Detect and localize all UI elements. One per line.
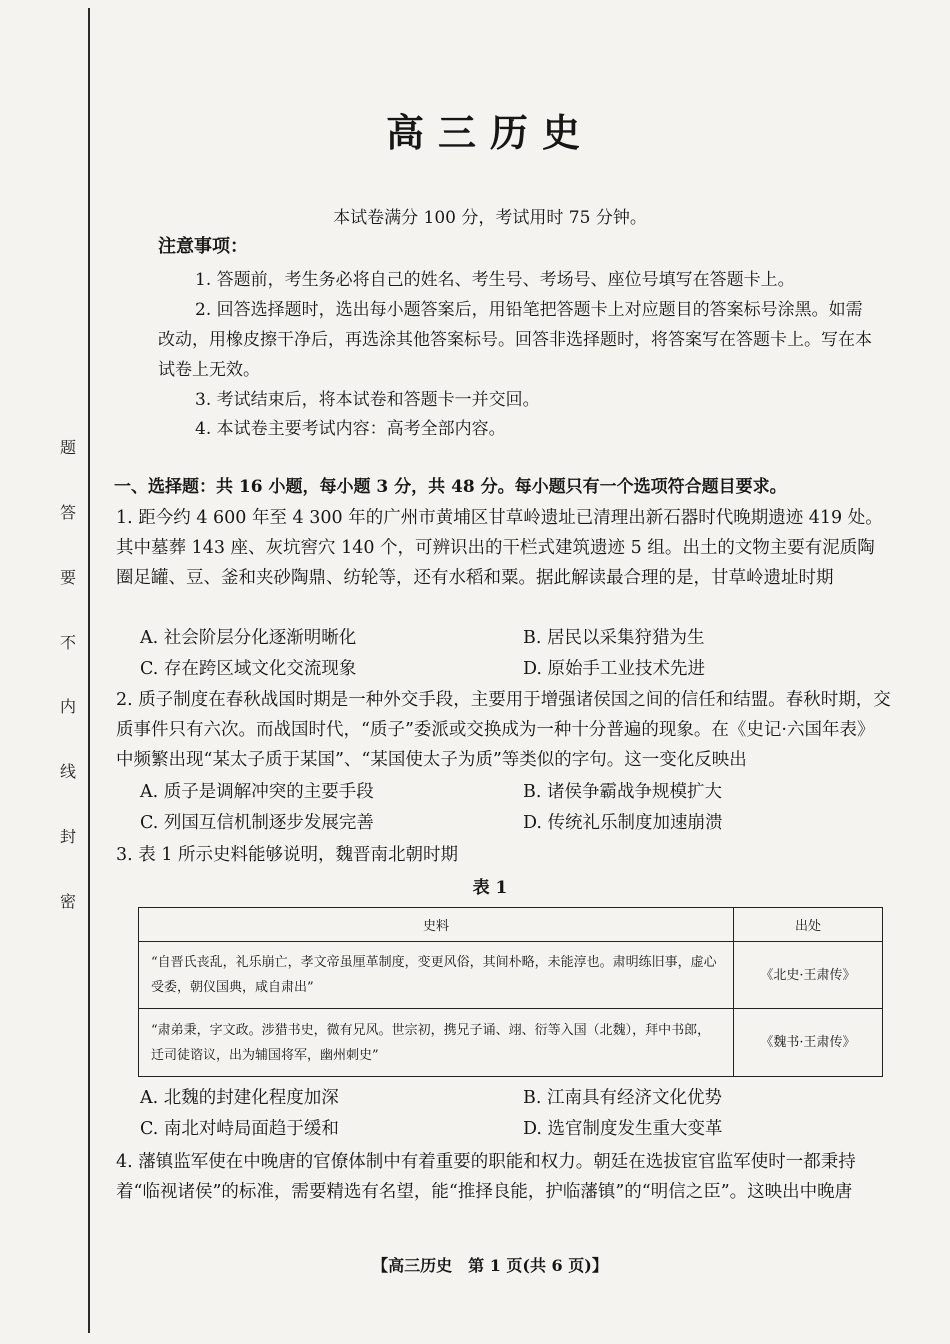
table-row — [139, 942, 883, 1009]
page-title: 高三历史 — [385, 110, 594, 155]
question-2-stem: 2. 质子制度在春秋战国时期是一种外交手段，主要用于增强诸侯国之间的信任和结盟。春秋时期，交质事件只有六次。而战国时代，“质子”委派或交换成为一种十分普遍的现象。在《史记·六国年表》中频繁出现“某太子质于某国”、“某国使太子为质”等类似的字句。这一变化反映出 — [116, 690, 891, 770]
exam-intro: 本试卷满分 100 分，考试用时 75 分钟。 — [333, 208, 647, 228]
option-a[interactable]: A. 北魏的封建化程度加深 — [140, 1088, 339, 1108]
table-header-source-text: 史料 — [139, 908, 734, 942]
seal-char: 要 — [59, 567, 76, 587]
table-header-citation: 出处 — [734, 908, 883, 942]
notice-item: 1. 答题前，考生务必将自己的姓名、考生号、考场号、座位号填写在答题卡上。 — [195, 270, 795, 290]
option-d[interactable]: D. 原始手工业技术先进 — [523, 659, 706, 679]
notice-heading: 注意事项： — [158, 236, 248, 257]
option-c[interactable]: C. 南北对峙局面趋于缓和 — [140, 1119, 339, 1139]
seal-char: 不 — [59, 632, 76, 652]
notice-item: 4. 本试卷主要考试内容：高考全部内容。 — [195, 419, 506, 439]
source-text: “自晋氏丧乱，礼乐崩亡，孝文帝虽厘革制度，变更风俗，其间朴略，未能淳也。肃明练旧事，虚心受委，朝仪国典，咸自肃出” — [139, 942, 734, 1009]
question-4-stem: 4. 藩镇监军使在中晚唐的官僚体制中有着重要的职能和权力。朝廷在选拔宦官监军使时一都秉持着“临视诸侯”的标准，需要精选有名望，能“推择良能，护临藩镇”的“明信之臣”。这映出中晚唐 — [116, 1152, 856, 1202]
question-1-options — [140, 623, 880, 685]
seal-char: 封 — [59, 827, 76, 847]
option-d[interactable]: D. 选官制度发生重大变革 — [523, 1119, 723, 1139]
question-3-stem: 3. 表 1 所示史料能够说明，魏晋南北朝时期 — [116, 845, 459, 865]
option-a[interactable]: A. 质子是调解冲突的主要手段 — [140, 782, 374, 802]
source-text: “肃弟秉，字文政。涉猎书史，微有兄风。世宗初，携兄子诵、翊、衍等入国（北魏），拜中书郎，迁司徒谘议，出为辅国将军，幽州刺史” — [139, 1009, 734, 1077]
option-c[interactable]: C. 列国互信机制逐步发展完善 — [140, 813, 374, 833]
seal-char: 内 — [59, 697, 76, 717]
option-c[interactable]: C. 存在跨区域文化交流现象 — [140, 659, 357, 679]
seal-char: 答 — [59, 502, 76, 522]
source-citation: 《北史·王肃传》 — [734, 942, 883, 1009]
question-1-stem: 1. 距今约 4 600 年至 4 300 年的广州市黄埔区甘草岭遗址已清理出新石器时代晚期遗迹 419 处。其中墓葬 143 座、灰坑窖穴 140 个，可辨识出的干栏式建筑遗迹 5 组。出土的文物主要有泥质陶圈足罐、豆、釜和夹砂陶鼎、纺轮等，还有水稻和粟。据此解读最合理的是，甘草岭遗址时期 — [116, 508, 883, 588]
source-table — [138, 907, 883, 1077]
option-a[interactable]: A. 社会阶层分化逐渐明晰化 — [140, 628, 357, 648]
seal-char: 密 — [59, 891, 76, 911]
question-3-options — [140, 1083, 880, 1145]
notice-item: 2. 回答选择题时，选出每小题答案后，用铅笔把答题卡上对应题目的答案标号涂黑。如需改动，用橡皮擦干净后，再选涂其他答案标号。回答非选择题时，将答案写在答题卡上。写在本试卷上无效。 — [158, 300, 872, 380]
table-row — [139, 1009, 883, 1077]
seal-char: 题 — [59, 438, 76, 457]
notice-item: 3. 考试结束后，将本试卷和答题卡一并交回。 — [195, 390, 540, 410]
section-heading: 一、选择题：共 16 小题，每小题 3 分，共 48 分。每小题只有一个选项符合题目要求。 — [114, 477, 787, 497]
source-citation: 《魏书·王肃传》 — [734, 1009, 883, 1077]
question-2-options — [140, 777, 880, 839]
option-b[interactable]: B. 居民以采集狩猎为生 — [523, 628, 705, 648]
option-b[interactable]: B. 诸侯争霸战争规模扩大 — [523, 782, 722, 802]
seal-char: 线 — [59, 762, 76, 782]
page-footer: 【高三历史 第 1 页(共 6 页)】 — [372, 1256, 608, 1275]
option-d[interactable]: D. 传统礼乐制度加速崩溃 — [523, 813, 723, 833]
table-caption: 表 1 — [472, 878, 508, 898]
seal-line-notice — [54, 440, 82, 910]
option-b[interactable]: B. 江南具有经济文化优势 — [523, 1088, 722, 1108]
